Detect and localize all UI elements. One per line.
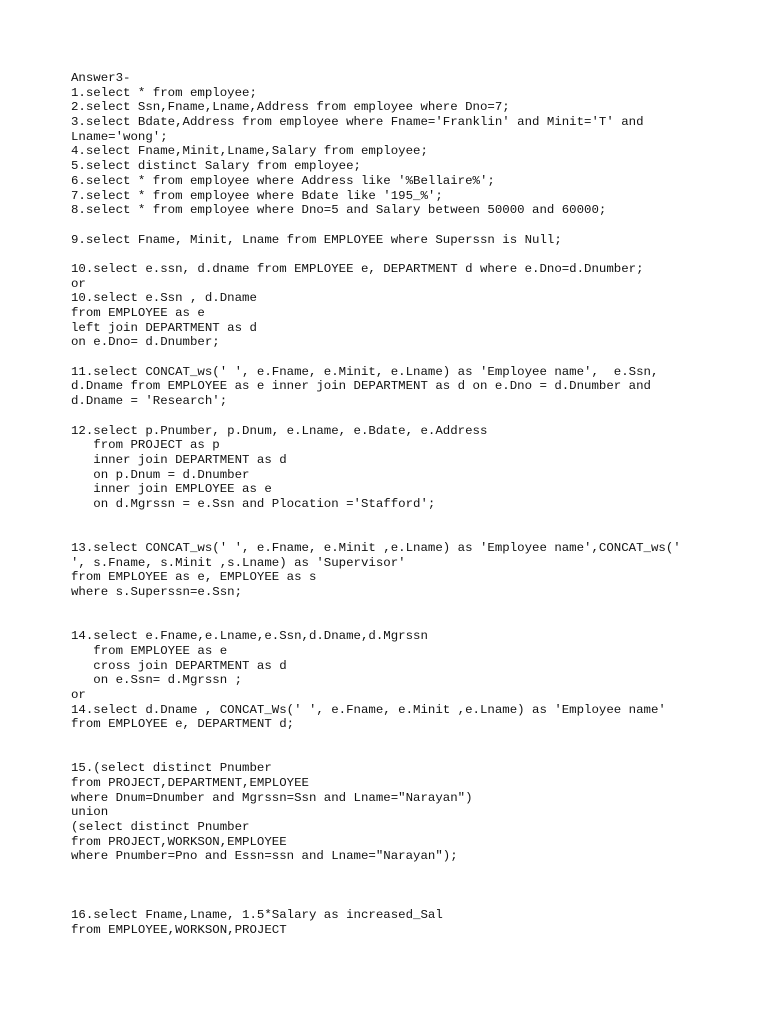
text-line: where s.Superssn=e.Ssn; (71, 585, 243, 600)
text-line: on e.Dno= d.Dnumber; (71, 335, 220, 350)
text-line (71, 350, 711, 365)
text-line: from PROJECT as p (71, 438, 220, 453)
text-line: d.Dname = 'Research'; (71, 394, 228, 409)
text-line (71, 864, 711, 879)
text-line: 10.select e.Ssn , d.Dname (71, 291, 257, 306)
text-line: inner join EMPLOYEE as e (71, 482, 272, 497)
text-line: or (71, 687, 86, 702)
text-line: 5.select distinct Salary from employee; (71, 159, 361, 174)
text-line: 3.select Bdate,Address from employee where Fname='Franklin' and Minit='T' and (71, 115, 644, 130)
text-line: from EMPLOYEE as e (71, 643, 228, 658)
text-line: Answer3- (71, 71, 131, 85)
text-line: from EMPLOYEE,WORKSON,PROJECT (71, 922, 287, 937)
text-line: from PROJECT,DEPARTMENT,EMPLOYEE (71, 776, 309, 790)
text-line: where Dnum=Dnumber and Mgrssn=Ssn and Lname="Narayan") (71, 790, 473, 805)
text-line: 11.select CONCAT_ws(' ', e.Fname, e.Minit, e.Lname) as 'Employee name', e.Ssn, (71, 364, 659, 379)
text-line: on e.Ssn= d.Mgrssn ; (71, 673, 243, 688)
text-line: ', s.Fname, s.Minit ,s.Lname) as 'Supervisor' (71, 555, 406, 570)
text-line: where Pnumber=Pno and Essn=ssn and Lname="Narayan"); (71, 849, 458, 864)
text-line: 7.select * from employee where Bdate like '195_%'; (71, 188, 443, 203)
text-line: (select distinct Pnumber (71, 820, 250, 835)
text-line: inner join DEPARTMENT as d (71, 452, 287, 467)
text-line: on p.Dnum = d.Dnumber (71, 467, 250, 482)
text-line: left join DEPARTMENT as d (71, 320, 257, 335)
text-line (71, 526, 711, 541)
text-line: 13.select CONCAT_ws(' ', e.Fname, e.Minit ,e.Lname) as 'Employee name',CONCAT_ws(' (71, 541, 681, 555)
text-line: union (71, 805, 109, 820)
text-line: from EMPLOYEE e, DEPARTMENT d; (71, 717, 295, 732)
text-line (71, 879, 711, 894)
text-line: 6.select * from employee where Address like '%Bellaire%'; (71, 173, 495, 188)
text-line: on d.Mgrssn = e.Ssn and Plocation ='Stafford'; (71, 496, 436, 511)
text-line: 14.select e.Fname,e.Lname,e.Ssn,d.Dname,d.Mgrssn (71, 629, 428, 644)
text-line: 14.select d.Dname , CONCAT_Ws(' ', e.Fname, e.Minit ,e.Lname) as 'Employee name' (71, 702, 666, 717)
text-line (71, 409, 711, 424)
document-page (71, 71, 711, 938)
text-line (71, 218, 711, 233)
text-line (71, 600, 711, 615)
text-line (71, 747, 711, 762)
text-line: 12.select p.Pnumber, p.Dnum, e.Lname, e.Bdate, e.Address (71, 423, 488, 438)
text-line (71, 614, 711, 629)
text-line (71, 894, 711, 909)
text-line: 15.(select distinct Pnumber (71, 761, 272, 776)
text-line: or (71, 276, 86, 291)
text-line: d.Dname from EMPLOYEE as e inner join DEPARTMENT as d on e.Dno = d.Dnumber and (71, 379, 651, 394)
text-line (71, 247, 711, 262)
text-line: 4.select Fname,Minit,Lname,Salary from employee; (71, 144, 428, 159)
text-line: 9.select Fname, Minit, Lname from EMPLOYEE where Superssn is Null; (71, 232, 562, 247)
text-line: 16.select Fname,Lname, 1.5*Salary as increased_Sal (71, 908, 443, 923)
text-line (71, 512, 711, 527)
text-line: 8.select * from employee where Dno=5 and Salary between 50000 and 60000; (71, 203, 607, 218)
text-line: 1.select * from employee; (71, 85, 257, 100)
text-line: from PROJECT,WORKSON,EMPLOYEE (71, 834, 287, 849)
text-line: 2.select Ssn,Fname,Lname,Address from employee where Dno=7; (71, 100, 510, 115)
text-line: from EMPLOYEE as e (71, 306, 205, 320)
text-line: from EMPLOYEE as e, EMPLOYEE as s (71, 570, 317, 585)
text-line (71, 732, 711, 747)
text-line: cross join DEPARTMENT as d (71, 658, 287, 673)
text-line: Lname='wong'; (71, 129, 168, 144)
text-line: 10.select e.ssn, d.dname from EMPLOYEE e, DEPARTMENT d where e.Dno=d.Dnumber; (71, 261, 644, 276)
